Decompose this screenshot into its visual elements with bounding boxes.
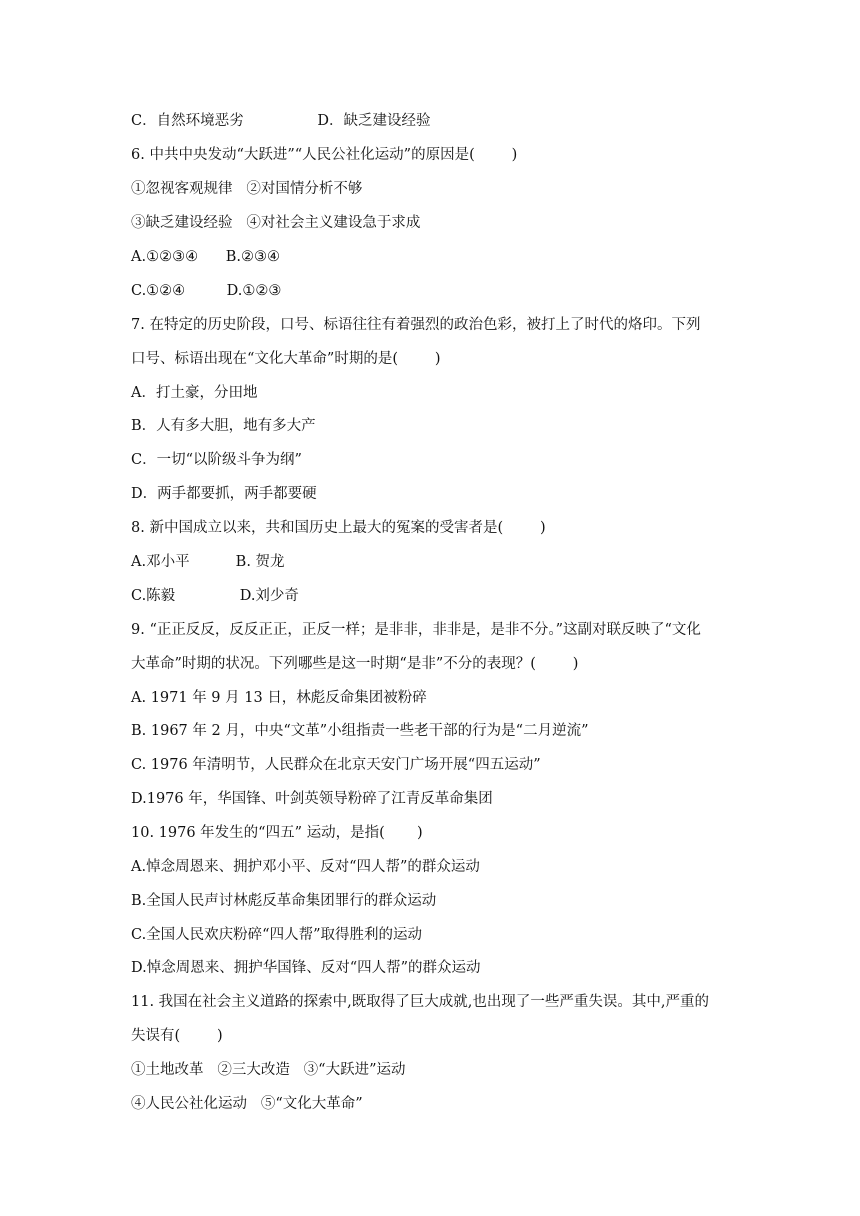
question-8-options-cd: C.陈毅 D.刘少奇 — [131, 588, 299, 604]
question-7-option-a: A．打土豪，分田地 — [131, 385, 258, 401]
question-7-option-b: B．人有多大胆，地有多大产 — [131, 418, 316, 434]
question-10-option-a: A.悼念周恩来、拥护邓小平、反对“四人帮”的群众运动 — [131, 859, 480, 875]
option-line-5cd: C．自然环境恶劣 D．缺乏建设经验 — [131, 113, 431, 129]
question-10-stem: 10. 1976 年发生的“四五” 运动，是指( ) — [131, 825, 423, 841]
question-9-option-b: B. 1967 年 2 月，中央“文革”小组指责一些老干部的行为是“二月逆流” — [131, 723, 589, 739]
question-7-option-d: D．两手都要抓，两手都要硬 — [131, 486, 317, 502]
question-9-option-d: D.1976 年，华国锋、叶剑英领导粉碎了江青反革命集团 — [131, 791, 493, 807]
question-8-options-ab: A.邓小平 B. 贺龙 — [131, 554, 285, 570]
question-11-stem-line-2: 失误有( ) — [131, 1028, 223, 1044]
question-6-statements-2: ③缺乏建设经验 ④对社会主义建设急于求成 — [131, 215, 421, 231]
question-11-statements-2: ④人民公社化运动 ⑤“文化大革命” — [131, 1096, 363, 1112]
question-9-stem-line-1: 9. “正正反反，反反正正，正反一样；是非非，非非是，是非不分。”这副对联反映了“文化 — [131, 622, 701, 638]
question-9-option-c: C. 1976 年清明节，人民群众在北京天安门广场开展“四五运动” — [131, 757, 541, 773]
question-10-option-b: B.全国人民声讨林彪反革命集团罪行的群众运动 — [131, 893, 437, 909]
question-6-options-cd: C.①②④ D.①②③ — [131, 283, 282, 299]
question-7-stem-line-2: 口号、标语出现在“文化大革命”时期的是( ) — [131, 351, 441, 367]
question-6-statements-1: ①忽视客观规律 ②对国情分析不够 — [131, 181, 363, 197]
question-6-stem: 6. 中共中央发动“大跃进”“人民公社化运动”的原因是( ) — [131, 147, 518, 163]
question-10-option-c: C.全国人民欢庆粉碎“四人帮”取得胜利的运动 — [131, 927, 423, 943]
question-9-stem-line-2: 大革命”时期的状况。下列哪些是这一时期“是非”不分的表现？( ) — [131, 656, 579, 672]
question-11-statements-1: ①土地改革 ②三大改造 ③“大跃进”运动 — [131, 1062, 406, 1078]
question-11-stem-line-1: 11. 我国在社会主义道路的探索中,既取得了巨大成就,也出现了一些严重失误。其中,严重的 — [131, 994, 709, 1010]
question-9-option-a: A. 1971 年 9 月 13 日，林彪反命集团被粉碎 — [131, 690, 427, 706]
question-7-stem-line-1: 7. 在特定的历史阶段，口号、标语往往有着强烈的政治色彩，被打上了时代的烙印。下列 — [131, 317, 701, 333]
question-6-options-ab: A.①②③④ B.②③④ — [131, 249, 280, 265]
question-10-option-d: D.悼念周恩来、拥护华国锋、反对“四人帮”的群众运动 — [131, 960, 481, 976]
question-7-option-c: C．一切“以阶级斗争为纲” — [131, 452, 302, 468]
question-8-stem: 8. 新中国成立以来，共和国历史上最大的冤案的受害者是( ) — [131, 520, 546, 536]
